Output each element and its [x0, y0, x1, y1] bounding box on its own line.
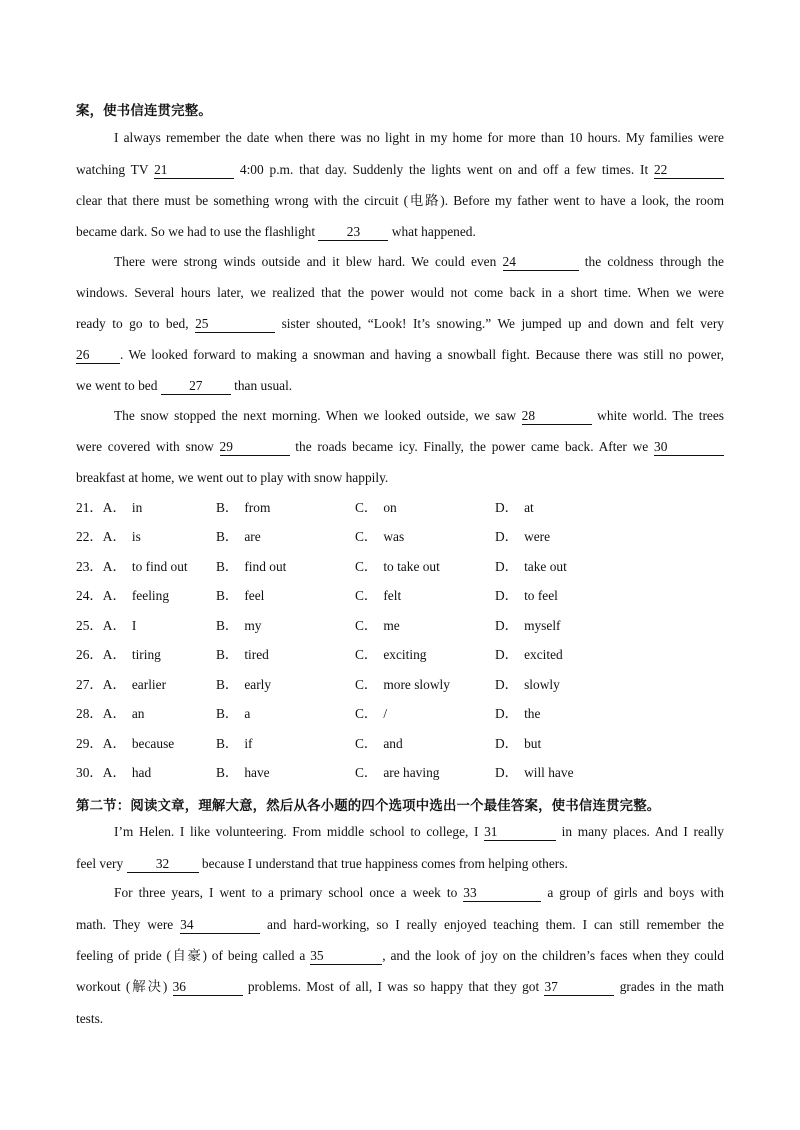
option-a[interactable] [76, 528, 141, 546]
question-number-dot: ． [89, 765, 103, 780]
answer-blank[interactable]: 29 [220, 439, 290, 456]
option-text: myself [524, 618, 561, 633]
option-letter: D． [495, 500, 519, 515]
option-c[interactable] [355, 617, 400, 635]
question-number-dot: ． [89, 706, 103, 721]
option-letter: A． [102, 559, 126, 574]
option-b[interactable] [216, 735, 253, 753]
option-letter: D． [495, 706, 519, 721]
option-text: slowly [524, 677, 560, 692]
option-letter: B． [216, 736, 239, 751]
question-row [76, 764, 676, 782]
question-number: 28 [76, 706, 90, 721]
answer-blank[interactable]: 21 [154, 162, 234, 179]
passage-text: windows. Several hours later, we realized that the power would not come back in a short time. When we were [76, 285, 724, 300]
passage-line [76, 315, 724, 333]
question-number-dot: ． [89, 588, 103, 603]
question-row [76, 558, 676, 576]
option-a[interactable] [76, 499, 142, 517]
answer-blank[interactable]: 28 [522, 408, 592, 425]
passage-line [76, 1010, 724, 1028]
option-text: take out [524, 559, 567, 574]
option-d[interactable] [495, 558, 567, 576]
option-d[interactable] [495, 528, 550, 546]
question-number-dot: ． [89, 647, 103, 662]
passage-line [114, 823, 724, 841]
answer-blank[interactable]: 30 [654, 439, 724, 456]
answer-blank[interactable]: 31 [484, 824, 556, 841]
question-row [76, 499, 676, 517]
option-text: me [383, 618, 400, 633]
option-text: I [131, 618, 137, 633]
option-letter: A． [102, 529, 126, 544]
passage-text: There were strong winds outside and it blew hard. We could even [114, 254, 503, 269]
section-heading-tail: 案，使书信连贯完整。 [76, 104, 212, 119]
option-text: exciting [383, 647, 427, 662]
question-number-dot: ． [89, 736, 103, 751]
question-number: 27 [76, 677, 90, 692]
option-letter: C． [355, 500, 378, 515]
passage-text: a group of girls and boys with [541, 885, 725, 900]
option-letter: C． [355, 677, 378, 692]
question-number-dot: ． [89, 618, 103, 633]
option-b[interactable] [216, 499, 270, 517]
passage-text: The snow stopped the next morning. When we looked outside, we saw [114, 408, 522, 423]
option-c[interactable] [355, 587, 401, 605]
option-letter: C． [355, 736, 378, 751]
passage-line [76, 161, 724, 179]
option-d[interactable] [495, 705, 540, 723]
passage-line [114, 407, 724, 425]
option-letter: A． [102, 677, 126, 692]
option-text: more slowly [383, 677, 450, 692]
option-text: from [244, 500, 271, 515]
passage-line [76, 469, 724, 487]
option-d[interactable] [495, 499, 534, 517]
option-c[interactable] [355, 558, 440, 576]
option-c[interactable] [355, 499, 397, 517]
passage-text: workout (解决) [76, 979, 173, 994]
passage-text: sister shouted, “Look! It’s snowing.” We jumped up and down and felt very [275, 316, 724, 331]
passage-text: in many places. And I really [556, 824, 724, 839]
option-d[interactable] [495, 617, 561, 635]
option-b[interactable] [216, 646, 269, 664]
option-letter: D． [495, 736, 519, 751]
option-letter: D． [495, 559, 519, 574]
option-letter: D． [495, 529, 519, 544]
option-b[interactable] [216, 676, 271, 694]
passage-line [76, 916, 724, 934]
option-text: feel [244, 588, 265, 603]
question-row [76, 735, 676, 753]
option-a[interactable] [76, 646, 161, 664]
option-d[interactable] [495, 646, 563, 664]
section-heading: 第二节：阅读文章，理解大意，然后从各小题的四个选项中选出一个最佳答案，使书信连贯完整。 [76, 799, 661, 814]
passage-line [114, 253, 724, 271]
passage-text: . We looked forward to making a snowman and having a snowball fight. Because there was still no power, [120, 347, 724, 362]
passage-line [114, 129, 724, 147]
option-letter: D． [495, 765, 519, 780]
option-text: find out [244, 559, 287, 574]
question-row [76, 676, 676, 694]
passage-text: white world. The trees [591, 408, 724, 423]
option-letter: B． [216, 647, 239, 662]
option-letter: C． [355, 529, 378, 544]
passage-text: I always remember the date when there was no light in my home for more than 10 hours. My families were [114, 130, 724, 145]
question-row [76, 617, 676, 635]
passage-text: and hard-working, so I really enjoyed teaching them. I can still remember the [260, 917, 724, 932]
question-row [76, 646, 676, 664]
option-letter: C． [355, 647, 378, 662]
passage-text: , and the look of joy on the children’s faces when they could [382, 948, 724, 963]
answer-blank[interactable]: 32 [127, 856, 199, 873]
option-text: if [244, 736, 253, 751]
option-letter: C． [355, 706, 378, 721]
option-letter: D． [495, 677, 519, 692]
option-text: to find out [131, 559, 188, 574]
option-text: because [131, 736, 175, 751]
option-text: tiring [131, 647, 161, 662]
answer-blank[interactable]: 25 [195, 316, 275, 333]
option-letter: B． [216, 677, 239, 692]
passage-line [114, 884, 724, 902]
answer-blank[interactable]: 34 [180, 917, 260, 934]
question-number: 23 [76, 559, 90, 574]
passage-line [76, 192, 724, 210]
option-text: early [244, 677, 272, 692]
passage-text: 4:00 p.m. that day. Suddenly the lights went on and off a few times. It [234, 162, 654, 177]
option-text: and [383, 736, 403, 751]
option-letter: B． [216, 559, 239, 574]
option-text: on [383, 500, 397, 515]
option-letter: A． [102, 765, 126, 780]
question-number-dot: ． [89, 529, 103, 544]
option-letter: B． [216, 706, 239, 721]
option-text: are [244, 529, 261, 544]
option-b[interactable] [216, 617, 261, 635]
option-letter: B． [216, 588, 239, 603]
passage-text: became dark. So we had to use the flashlight [76, 224, 319, 239]
option-letter: A． [102, 618, 126, 633]
passage-text: clear that there must be something wrong with the circuit (电路). Before my father went to have a look, the room [76, 193, 724, 208]
answer-blank[interactable]: 33 [463, 885, 541, 902]
passage-text: math. They were [76, 917, 181, 932]
option-letter: D． [495, 588, 519, 603]
option-a[interactable] [76, 764, 151, 782]
option-c[interactable] [355, 676, 450, 694]
passage-text: were covered with snow [76, 439, 220, 454]
option-a[interactable] [76, 705, 144, 723]
option-text: tired [244, 647, 269, 662]
option-letter: C． [355, 765, 378, 780]
option-a[interactable] [76, 735, 174, 753]
option-a[interactable] [76, 617, 136, 635]
option-letter: A． [102, 500, 126, 515]
question-row [76, 705, 676, 723]
passage-text: the coldness through the [578, 254, 724, 269]
option-text: in [131, 500, 143, 515]
option-text: an [131, 706, 145, 721]
option-text: was [383, 529, 405, 544]
option-text: to feel [524, 588, 558, 603]
option-letter: B． [216, 500, 239, 515]
option-text: is [131, 529, 141, 544]
option-text: to take out [383, 559, 440, 574]
option-d[interactable] [495, 676, 560, 694]
passage-text: because I understand that true happiness comes from helping others. [198, 856, 568, 871]
option-text: my [244, 618, 262, 633]
question-number: 30 [76, 765, 90, 780]
option-text: a [244, 706, 251, 721]
option-c[interactable] [355, 646, 426, 664]
passage-text: ready to go to bed, [76, 316, 196, 331]
option-text: at [524, 500, 534, 515]
passage-line [76, 438, 724, 456]
passage-line [76, 377, 724, 395]
answer-blank[interactable]: 35 [310, 948, 382, 965]
question-number: 29 [76, 736, 90, 751]
option-letter: A． [102, 736, 126, 751]
question-number-dot: ． [89, 559, 103, 574]
option-letter: B． [216, 529, 239, 544]
option-text: are having [383, 765, 440, 780]
option-c[interactable] [355, 528, 404, 546]
passage-text: feeling of pride (自豪) of being called a [76, 948, 311, 963]
passage-text: For three years, I went to a primary school once a week to [114, 885, 464, 900]
option-text: were [524, 529, 551, 544]
option-text: will have [524, 765, 574, 780]
answer-blank[interactable]: 36 [173, 979, 243, 996]
answer-blank[interactable]: 37 [544, 979, 614, 996]
answer-blank[interactable]: 23 [318, 224, 388, 241]
passage-line [76, 346, 724, 364]
passage-line [76, 284, 724, 302]
option-c[interactable] [355, 705, 387, 723]
answer-blank[interactable]: 22 [654, 162, 724, 179]
option-letter: A． [102, 706, 126, 721]
option-letter: C． [355, 559, 378, 574]
passage-line [76, 223, 724, 241]
passage-line [76, 947, 724, 965]
option-letter: D． [495, 647, 519, 662]
option-d[interactable] [495, 764, 574, 782]
passage-line [76, 978, 724, 996]
option-b[interactable] [216, 705, 250, 723]
option-letter: B． [216, 765, 239, 780]
passage-text: tests. [76, 1011, 104, 1026]
question-number: 24 [76, 588, 90, 603]
passage-text: the roads became icy. Finally, the power came back. After we [289, 439, 654, 454]
answer-blank[interactable]: 26 [76, 347, 120, 364]
option-b[interactable] [216, 764, 270, 782]
passage-text: breakfast at home, we went out to play with snow happily. [76, 470, 389, 485]
question-number-dot: ． [89, 500, 103, 515]
passage-text: watching TV [76, 162, 155, 177]
option-text: have [244, 765, 270, 780]
option-d[interactable] [495, 735, 541, 753]
passage-text: I’m Helen. I like volunteering. From middle school to college, I [114, 824, 485, 839]
option-b[interactable] [216, 587, 264, 605]
option-text: had [131, 765, 152, 780]
option-text: the [524, 706, 541, 721]
passage-text: problems. Most of all, I was so happy that they got [242, 979, 545, 994]
option-text: / [383, 706, 388, 721]
answer-blank[interactable]: 27 [161, 378, 231, 395]
option-letter: D． [495, 618, 519, 633]
option-text: excited [524, 647, 563, 662]
option-b[interactable] [216, 558, 286, 576]
option-d[interactable] [495, 587, 558, 605]
option-a[interactable] [76, 558, 188, 576]
answer-blank[interactable]: 24 [503, 254, 579, 271]
question-number-dot: ． [89, 677, 103, 692]
passage-text: grades in the math [614, 979, 725, 994]
question-number: 21 [76, 500, 90, 515]
option-letter: A． [102, 588, 126, 603]
question-number: 25 [76, 618, 90, 633]
question-row [76, 587, 676, 605]
option-a[interactable] [76, 676, 166, 694]
passage-text: we went to bed [76, 378, 161, 393]
option-letter: B． [216, 618, 239, 633]
option-letter: C． [355, 618, 378, 633]
option-text: earlier [131, 677, 167, 692]
option-letter: A． [102, 647, 126, 662]
passage-text: what happened. [388, 224, 476, 239]
passage-line [76, 855, 724, 873]
option-b[interactable] [216, 528, 261, 546]
option-text: but [524, 736, 542, 751]
option-c[interactable] [355, 735, 403, 753]
question-number: 26 [76, 647, 90, 662]
passage-text: feel very [76, 856, 127, 871]
question-number: 22 [76, 529, 90, 544]
option-text: feeling [131, 588, 170, 603]
option-letter: C． [355, 588, 378, 603]
passage-text: than usual. [230, 378, 293, 393]
question-row [76, 528, 676, 546]
option-text: felt [383, 588, 402, 603]
option-c[interactable] [355, 764, 439, 782]
option-a[interactable] [76, 587, 169, 605]
